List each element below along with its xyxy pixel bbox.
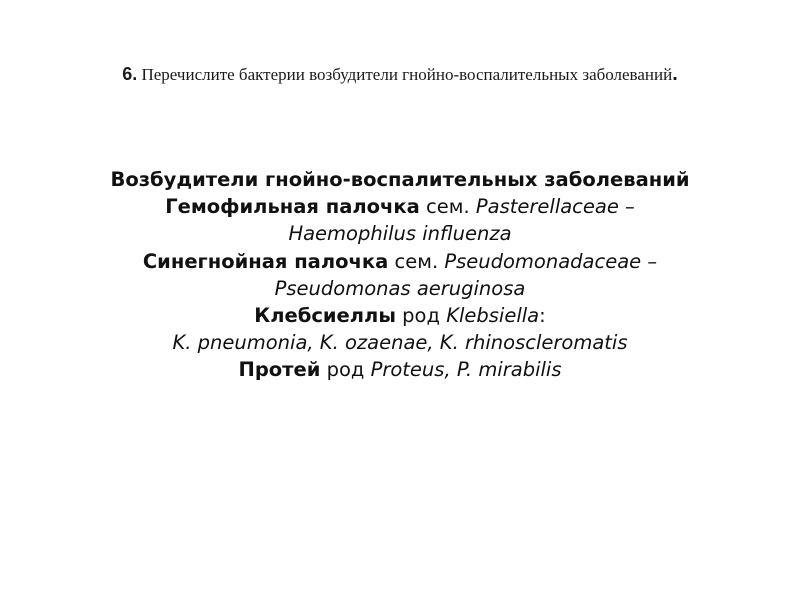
klebsiella-species-line (20, 329, 780, 356)
pseudomonas-species: Pseudomonas aeruginosa (274, 276, 526, 300)
proteus-line (20, 356, 780, 383)
proteus-genus: Proteus, P. mirabilis (370, 358, 562, 382)
question-end-mark: . (672, 63, 678, 85)
klebsiella-colon: : (539, 304, 546, 328)
klebsiella-name: Клебсиеллы (254, 304, 396, 328)
answer-block (20, 166, 780, 384)
haemophilus-name: Гемофильная палочка (165, 195, 420, 219)
pseudomonas-family: Pseudomonadaceae – (444, 249, 658, 273)
klebsiella-line (20, 302, 780, 329)
klebsiella-rank: род (395, 304, 447, 328)
haemophilus-species: Haemophilus influenza (288, 222, 512, 246)
haemophilus-family: Pasterellaceae – (475, 195, 635, 219)
haemophilus-species-line (20, 220, 780, 247)
haemophilus-line (20, 193, 780, 220)
pseudomonas-rank: сем. (388, 249, 445, 273)
question-body: Перечислите бактерии возбудители гнойно-воспалительных заболеваний (137, 65, 673, 84)
question-text (60, 62, 740, 87)
proteus-rank: род (320, 358, 371, 382)
pseudomonas-line (20, 248, 780, 275)
proteus-name: Протей (238, 358, 321, 382)
haemophilus-rank: сем. (419, 195, 476, 219)
pseudomonas-species-line (20, 275, 780, 302)
pseudomonas-name: Синегнойная палочка (142, 249, 389, 273)
question-number: 6. (122, 64, 138, 84)
klebsiella-genus: Klebsiella (446, 304, 540, 328)
answer-heading: Возбудители гнойно-воспалительных заболеваний (110, 168, 690, 191)
klebsiella-species: K. pneumonia, K. ozaenae, K. rhinoscleromatis (172, 331, 628, 355)
